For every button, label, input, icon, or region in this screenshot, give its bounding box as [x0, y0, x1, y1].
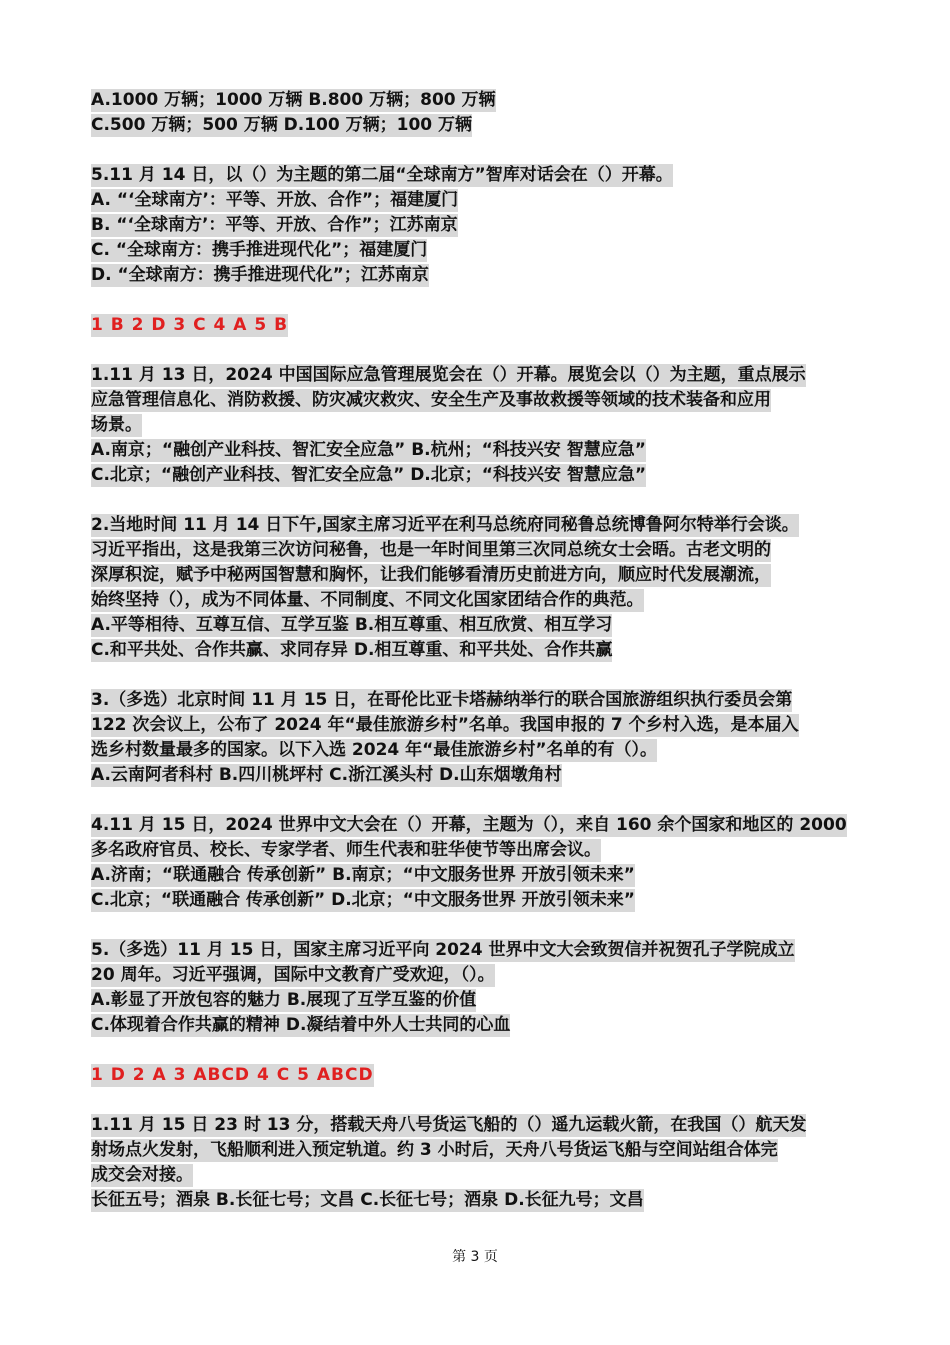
line-text: 122 次会议上，公布了 2024 年“最佳旅游乡村”名单。我国申报的 7 个乡村入选，是本届入: [91, 715, 799, 735]
line-text: A.彰显了开放包容的魅力 B.展现了互学互鉴的价值: [91, 990, 477, 1010]
text-line: [91, 988, 871, 1013]
line-text: A.平等相待、互尊互信、互学互鉴 B.相互尊重、相互欣赏、相互学习: [91, 615, 613, 635]
text-line: [91, 588, 871, 613]
line-text: A. “‘全球南方’：平等、开放、合作”；福建厦门: [91, 190, 459, 210]
line-text: 应急管理信息化、消防救援、防灾减灾救灾、安全生产及事故救援等领域的技术装备和应用: [91, 390, 771, 410]
text-line: [91, 838, 871, 863]
text-line: [91, 538, 871, 563]
text-line: [91, 238, 871, 263]
line-text: C.500 万辆；500 万辆 D.100 万辆；100 万辆: [91, 115, 473, 135]
line-text: 20 周年。习近平强调，国际中文教育广受欢迎，（）。: [91, 965, 495, 985]
line-text: 成交会对接。: [91, 1165, 193, 1185]
paragraph-gap: [91, 663, 871, 688]
text-line: [91, 1138, 871, 1163]
line-text: 1.11 月 15 日 23 时 13 分，搭载天舟八号货运飞船的（）遥九运载火箭，在我国（）航天发: [91, 1115, 807, 1135]
line-text: 射场点火发射，飞船顺利进入预定轨道。约 3 小时后，天舟八号货运飞船与空间站组合体完: [91, 1140, 778, 1160]
text-line: [91, 163, 871, 188]
line-text: B. “‘全球南方’：平等、开放、合作”；江苏南京: [91, 215, 458, 235]
paragraph-gap: [91, 288, 871, 313]
line-text: 4.11 月 15 日，2024 世界中文大会在（）开幕，主题为（），来自 160 余个国家和地区的 2000: [91, 815, 847, 835]
text-line: [91, 463, 871, 488]
line-text: D. “全球南方：携手推进现代化”；江苏南京: [91, 265, 429, 285]
paragraph-gap: [91, 1038, 871, 1063]
text-line: [91, 438, 871, 463]
line-text: 5.（多选）11 月 15 日，国家主席习近平向 2024 世界中文大会致贺信并祝贺孔子学院成立: [91, 940, 795, 960]
page-number: 第 3 页: [452, 1249, 498, 1265]
paragraph-gap: [91, 788, 871, 813]
text-line: [91, 363, 871, 388]
line-text: 选乡村数量最多的国家。以下入选 2024 年“最佳旅游乡村”名单的有（）。: [91, 740, 657, 760]
paragraph-gap: [91, 338, 871, 363]
text-line: [91, 1163, 871, 1188]
text-line: [91, 638, 871, 663]
paragraph-gap: [91, 138, 871, 163]
line-text: A.济南；“联通融合 传承创新” B.南京；“中文服务世界 开放引领未来”: [91, 865, 635, 885]
line-text: A.1000 万辆；1000 万辆 B.800 万辆；800 万辆: [91, 90, 496, 110]
line-text: 1.11 月 13 日，2024 中国国际应急管理展览会在（）开幕。展览会以（）为主题，重点展示: [91, 365, 806, 385]
line-text: 场景。: [91, 415, 142, 435]
text-line: [91, 813, 871, 838]
line-text: A.南京；“融创产业科技、智汇安全应急” B.杭州；“科技兴安 智慧应急”: [91, 440, 646, 460]
text-line: [91, 713, 871, 738]
text-line: [91, 413, 871, 438]
line-text: 2.当地时间 11 月 14 日下午,国家主席习近平在利马总统府同秘鲁总统博鲁阿尔特举行会谈。: [91, 515, 799, 535]
answer-key-line: [91, 313, 871, 338]
text-line: [91, 738, 871, 763]
text-line: [91, 963, 871, 988]
paragraph-gap: [91, 1088, 871, 1113]
text-line: [91, 188, 871, 213]
line-text: A.云南阿者科村 B.四川桃坪村 C.浙江溪头村 D.山东烟墩角村: [91, 765, 562, 785]
text-line: [91, 1013, 871, 1038]
line-text: 3.（多选）北京时间 11 月 15 日，在哥伦比亚卡塔赫纳举行的联合国旅游组织执行委员会第: [91, 690, 793, 710]
answer-key-text: 1 B 2 D 3 C 4 A 5 B: [91, 315, 289, 335]
paragraph-gap: [91, 913, 871, 938]
text-line: [91, 1113, 871, 1138]
text-line: [91, 863, 871, 888]
line-text: 深厚积淀，赋予中秘两国智慧和胸怀，让我们能够看清历史前进方向，顺应时代发展潮流，: [91, 565, 771, 585]
text-line: [91, 613, 871, 638]
text-line: [91, 513, 871, 538]
line-text: 习近平指出，这是我第三次访问秘鲁，也是一年时间里第三次同总统女士会晤。古老文明的: [91, 540, 771, 560]
text-line: [91, 563, 871, 588]
answer-key-line: [91, 1063, 871, 1088]
text-line: [91, 763, 871, 788]
line-text: C. “全球南方：携手推进现代化”；福建厦门: [91, 240, 428, 260]
line-text: C.北京；“联通融合 传承创新” D.北京；“中文服务世界 开放引领未来”: [91, 890, 635, 910]
document-body: [91, 88, 871, 1213]
paragraph-gap: [91, 488, 871, 513]
text-line: [91, 388, 871, 413]
text-line: [91, 688, 871, 713]
text-line: [91, 113, 871, 138]
line-text: 长征五号；酒泉 B.长征七号；文昌 C.长征七号；酒泉 D.长征九号；文昌: [91, 1190, 644, 1210]
line-text: C.体现着合作共赢的精神 D.凝结着中外人士共同的心血: [91, 1015, 511, 1035]
text-line: [91, 213, 871, 238]
line-text: C.和平共处、合作共赢、求同存异 D.相互尊重、和平共处、合作共赢: [91, 640, 613, 660]
text-line: [91, 88, 871, 113]
text-line: [91, 888, 871, 913]
text-line: [91, 938, 871, 963]
answer-key-text: 1 D 2 A 3 ABCD 4 C 5 ABCD: [91, 1065, 374, 1085]
line-text: 多名政府官员、校长、专家学者、师生代表和驻华使节等出席会议。: [91, 840, 601, 860]
line-text: C.北京；“融创产业科技、智汇安全应急” D.北京；“科技兴安 智慧应急”: [91, 465, 647, 485]
line-text: 始终坚持（），成为不同体量、不同制度、不同文化国家团结合作的典范。: [91, 590, 644, 610]
text-line: [91, 1188, 871, 1213]
line-text: 5.11 月 14 日，以（）为主题的第二届“全球南方”智库对话会在（）开幕。: [91, 165, 673, 185]
text-line: [91, 263, 871, 288]
